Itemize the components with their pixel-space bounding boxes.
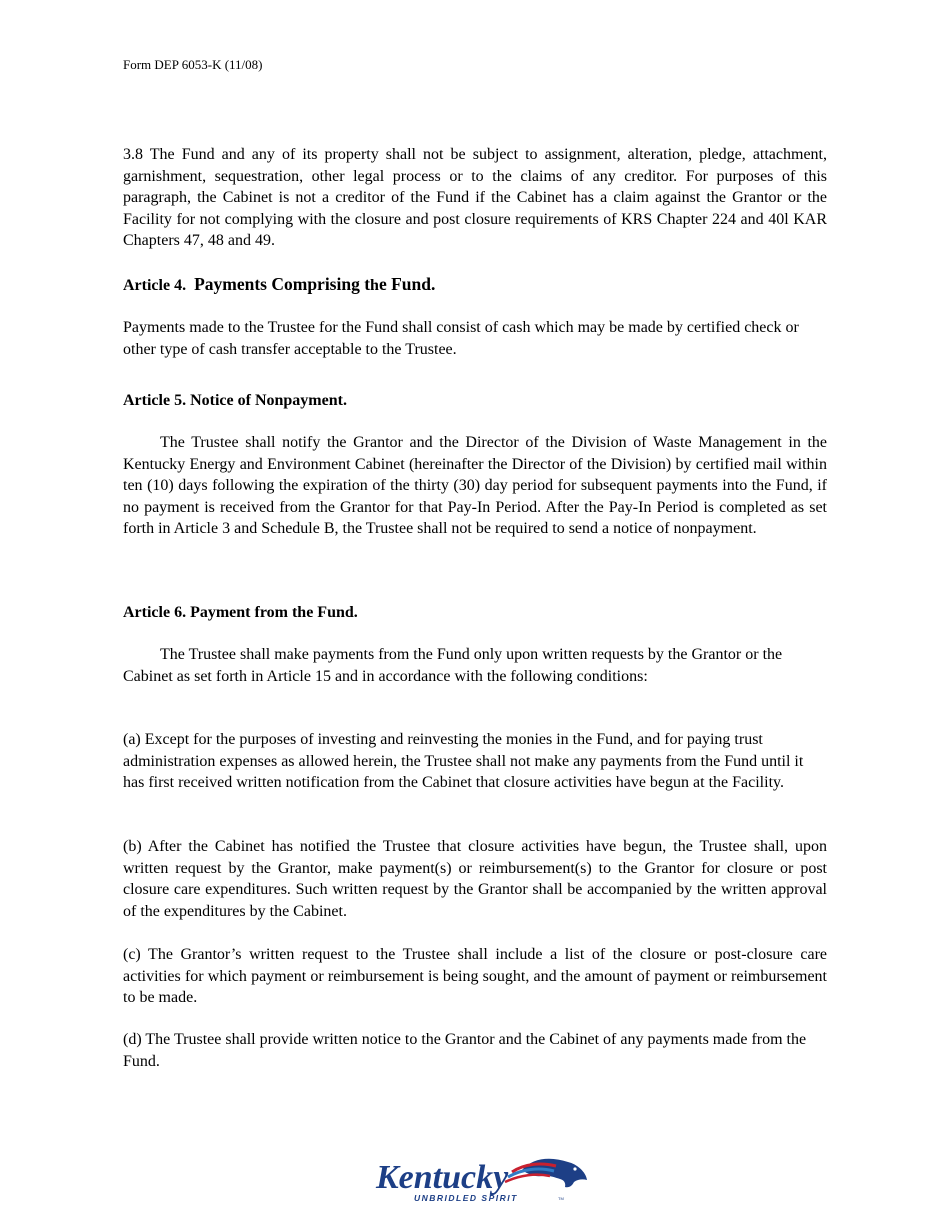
article-4-body: Payments made to the Trustee for the Fund shall consist of cash which may be made by certified check or other type of cash transfer acceptable to the Trustee. [123, 319, 799, 358]
article-4-title-c: e Fund. [378, 274, 436, 294]
article-6-item-d: (d) The Trustee shall provide written notice to the Grantor and the Cabinet of any payments made from the Fund. [123, 1031, 807, 1070]
trademark-mark: TM [558, 1196, 564, 1201]
horse-head-icon [505, 1159, 587, 1188]
article-5-body: The Trustee shall notify the Grantor and the Director of the Division of Waste Management in the Kentucky Energy and Environment Cabinet (hereinafter the Director of the Division) by certified mail within ten (10) days following the expiration of the thirty (30) day period for subsequent payments into the Fund, if no payment is received from the Grantor for that Pay-In Period. After the Pay-In Period is completed as set forth in Article 3 and Schedule B, the Trustee shall not be required to send a notice of nonpayment. [123, 434, 827, 537]
kentucky-logo [372, 1150, 592, 1208]
article-6-item-b: (b) After the Cabinet has notified the Trustee that closure activities have begun, the Trustee shall, upon written request by the Grantor, make payment(s) or reimbursement(s) to the Grantor for closure or post closure care expenditures. Such written request by the Grantor shall be accompanied by the written approval of the expenditures by the Cabinet. [123, 838, 827, 920]
kentucky-wordmark: Kentucky [376, 1159, 509, 1196]
article-6-intro: The Trustee shall make payments from the Fund only upon written requests by the Grantor or the Cabinet as set forth in Article 15 and in accordance with the following conditions: [123, 646, 783, 685]
article-4-title-a: Payments Comprising t [194, 274, 371, 294]
article-6-item-c: (c) The Grantor’s written request to the Trustee shall include a list of the closure or post-closure care activities for which payment or reimbursement is being sought, and the amount of payment or reimbursement to be made. [123, 946, 827, 1006]
article-4-heading [123, 274, 827, 297]
form-id: Form DEP 6053-K (11/08) [123, 57, 263, 72]
article-6-heading: Article 6. Payment from the Fund. [123, 604, 358, 621]
kentucky-tagline: UNBRIDLED SPIRIT [414, 1193, 518, 1203]
section-3-8: 3.8 The Fund and any of its property shall not be subject to assignment, alteration, pledge, attachment, garnishment, sequestration, other legal process or to the claims of any creditor. For purposes of this paragraph, the Cabinet is not a creditor of the Fund if the Cabinet has a claim against the Grantor or the Facility for not complying with the closure and post closure requirements of KRS Chapter 224 and 40l KAR Chapters 47, 48 and 49. [123, 146, 827, 249]
article-6-item-a: (a) Except for the purposes of investing and reinvesting the monies in the Fund, and for paying trust administration expenses as allowed herein, the Trustee shall not make any payments from the Fund until it has first received written notification from the Cabinet that closure activities have begun at the Facility. [123, 731, 804, 791]
article-5-heading: Article 5. Notice of Nonpayment. [123, 392, 347, 409]
article-4-title-b: h [370, 277, 379, 294]
article-4-label: Article 4. [123, 277, 187, 294]
